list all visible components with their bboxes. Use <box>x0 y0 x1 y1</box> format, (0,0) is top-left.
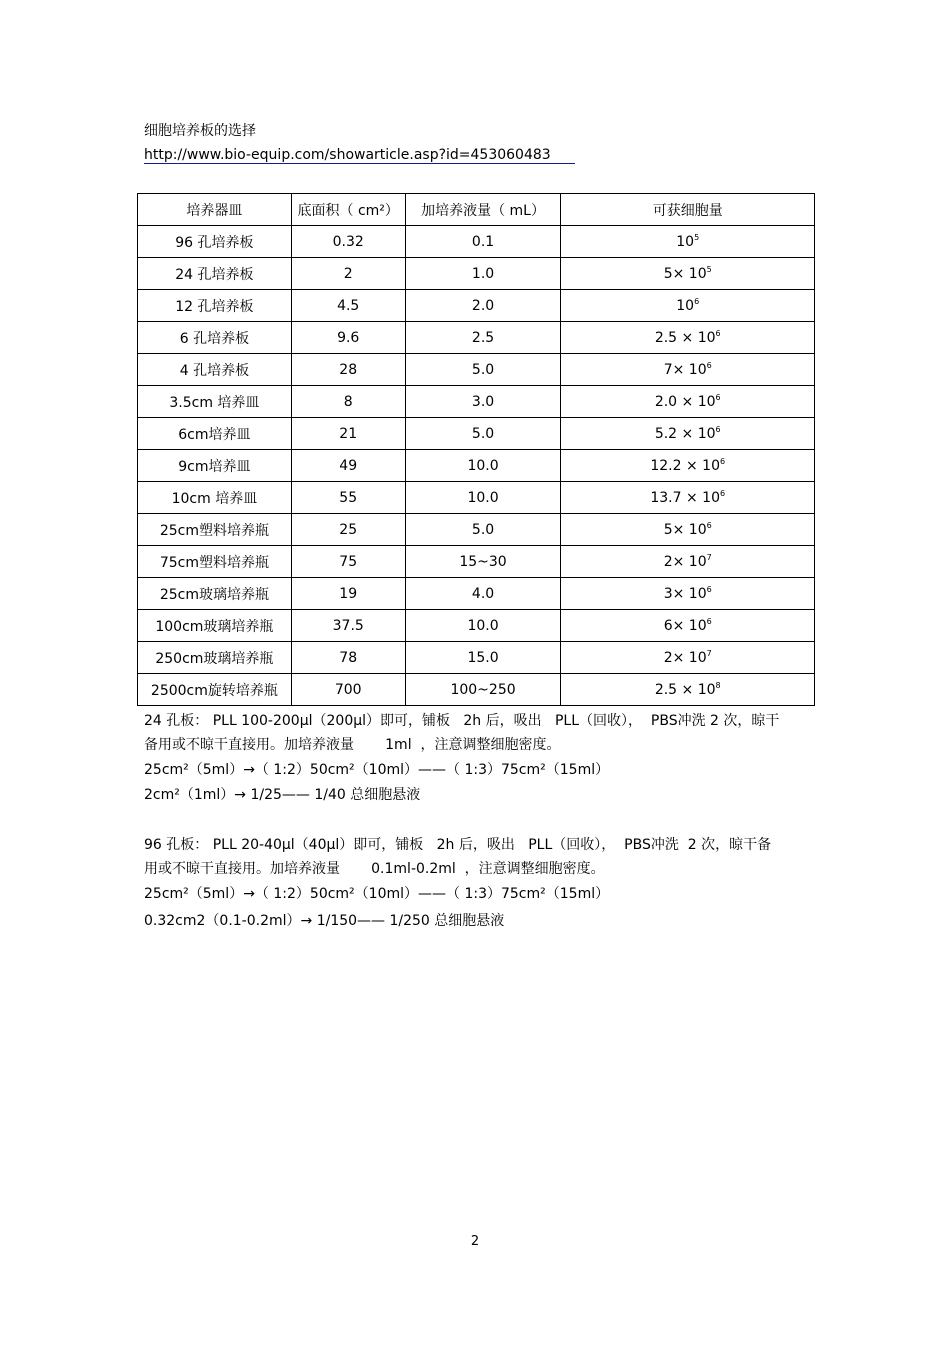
cell-cell-yield <box>561 546 815 578</box>
cell-cell-yield <box>561 290 815 322</box>
header-area: 底面积（ cm²） <box>291 194 405 226</box>
cell-area: 28 <box>291 354 405 386</box>
cell-area: 700 <box>291 674 405 706</box>
cell-cell-yield <box>561 450 815 482</box>
cell-volume: 10.0 <box>405 610 561 642</box>
note-24-well-line4: 2cm²（1ml）→ 1/25—— 1/40 总细胞悬液 <box>144 787 421 803</box>
cell-yield-base: 6× 10 <box>663 617 707 634</box>
table-header-row <box>138 194 815 226</box>
table-row <box>138 578 815 610</box>
cell-area: 78 <box>291 642 405 674</box>
cell-yield-base: 13.7 × 10 <box>650 489 720 506</box>
table-row <box>138 354 815 386</box>
cell-yield-base: 5.2 × 10 <box>654 425 716 442</box>
cell-yield-base: 2× 10 <box>663 649 707 666</box>
note-24-well-line3: 25cm²（5ml）→（ 1:2）50cm²（10ml）——（ 1:3）75cm²（15ml） <box>144 762 610 778</box>
cell-area: 21 <box>291 418 405 450</box>
cell-area: 19 <box>291 578 405 610</box>
cell-area: 37.5 <box>291 610 405 642</box>
cell-cell-yield <box>561 258 815 290</box>
cell-yield-base: 7× 10 <box>663 361 707 378</box>
cell-yield-exponent: 6 <box>715 392 721 402</box>
cell-vessel: 96 孔培养板 <box>138 226 292 258</box>
cell-vessel: 100cm玻璃培养瓶 <box>138 610 292 642</box>
cell-cell-yield <box>561 674 815 706</box>
table-row <box>138 226 815 258</box>
cell-volume: 0.1 <box>405 226 561 258</box>
cell-cell-yield <box>561 514 815 546</box>
table-row <box>138 642 815 674</box>
cell-vessel: 6cm培养皿 <box>138 418 292 450</box>
document-title: 细胞培养板的选择 <box>144 123 256 139</box>
cell-vessel: 75cm塑料培养瓶 <box>138 546 292 578</box>
cell-volume: 15.0 <box>405 642 561 674</box>
cell-vessel: 25cm玻璃培养瓶 <box>138 578 292 610</box>
table-row <box>138 290 815 322</box>
table-row <box>138 418 815 450</box>
page-number: 2 <box>470 1234 480 1249</box>
table-row <box>138 482 815 514</box>
header-volume: 加培养液量（ mL） <box>405 194 561 226</box>
cell-yield-exponent: 6 <box>706 584 712 594</box>
table-row <box>138 514 815 546</box>
cell-cell-yield <box>561 354 815 386</box>
cell-vessel: 25cm塑料培养瓶 <box>138 514 292 546</box>
cell-volume: 5.0 <box>405 354 561 386</box>
cell-yield-exponent: 7 <box>706 552 712 562</box>
table-row <box>138 610 815 642</box>
cell-area: 49 <box>291 450 405 482</box>
cell-yield-base: 2.5 × 10 <box>654 329 716 346</box>
cell-area: 0.32 <box>291 226 405 258</box>
note-24-well-line2: 备用或不晾干直接用。加培养液量 1ml ，注意调整细胞密度。 <box>144 737 561 753</box>
cell-volume: 10.0 <box>405 450 561 482</box>
cell-yield-exponent: 7 <box>706 648 712 658</box>
header-vessel: 培养器皿 <box>138 194 292 226</box>
note-96-well-line3: 25cm²（5ml）→（ 1:2）50cm²（10ml）——（ 1:3）75cm²（15ml） <box>144 886 610 902</box>
cell-cell-yield <box>561 418 815 450</box>
cell-yield-exponent: 6 <box>694 296 700 306</box>
cell-cell-yield <box>561 226 815 258</box>
cell-yield-base: 12.2 × 10 <box>650 457 720 474</box>
cell-yield-base: 3× 10 <box>663 585 707 602</box>
cell-area: 25 <box>291 514 405 546</box>
cell-cell-yield <box>561 482 815 514</box>
cell-yield-base: 5× 10 <box>663 521 707 538</box>
cell-yield-exponent: 6 <box>715 424 721 434</box>
cell-vessel: 4 孔培养板 <box>138 354 292 386</box>
cell-volume: 1.0 <box>405 258 561 290</box>
cell-yield-exponent: 5 <box>694 232 700 242</box>
cell-cell-yield <box>561 386 815 418</box>
note-96-well-line2: 用或不晾干直接用。加培养液量 0.1ml-0.2ml ，注意调整细胞密度。 <box>144 861 605 877</box>
cell-area: 8 <box>291 386 405 418</box>
cell-vessel: 2500cm旋转培养瓶 <box>138 674 292 706</box>
cell-yield-base: 2.5 × 10 <box>654 681 716 698</box>
cell-area: 55 <box>291 482 405 514</box>
cell-yield-exponent: 6 <box>706 360 712 370</box>
cell-volume: 2.5 <box>405 322 561 354</box>
table-row <box>138 386 815 418</box>
table-row <box>138 546 815 578</box>
source-link[interactable]: http://www.bio-equip.com/showarticle.asp?id=453060483 <box>144 147 575 164</box>
cell-vessel: 250cm玻璃培养瓶 <box>138 642 292 674</box>
cell-cell-yield <box>561 322 815 354</box>
cell-cell-yield <box>561 610 815 642</box>
cell-cell-yield <box>561 642 815 674</box>
cell-vessel: 6 孔培养板 <box>138 322 292 354</box>
cell-volume: 100~250 <box>405 674 561 706</box>
header-cell-yield: 可获细胞量 <box>561 194 815 226</box>
cell-yield-base: 2.0 × 10 <box>654 393 716 410</box>
cell-volume: 3.0 <box>405 386 561 418</box>
cell-volume: 15~30 <box>405 546 561 578</box>
cell-volume: 10.0 <box>405 482 561 514</box>
cell-vessel: 24 孔培养板 <box>138 258 292 290</box>
table-row <box>138 258 815 290</box>
cell-area: 75 <box>291 546 405 578</box>
cell-vessel: 10cm 培养皿 <box>138 482 292 514</box>
note-96-well-line1: 96 孔板： PLL 20-40μl（40μl）即可，铺板 2h 后，吸出 PLL（回收）， PBS冲洗 2 次，晾干备 <box>144 837 772 853</box>
cell-volume: 5.0 <box>405 514 561 546</box>
table-row <box>138 322 815 354</box>
culture-vessel-table <box>137 193 815 706</box>
cell-yield-exponent: 6 <box>706 616 712 626</box>
cell-yield-exponent: 8 <box>715 680 721 690</box>
cell-area: 9.6 <box>291 322 405 354</box>
cell-area: 4.5 <box>291 290 405 322</box>
cell-yield-exponent: 5 <box>706 264 712 274</box>
cell-area: 2 <box>291 258 405 290</box>
cell-vessel: 9cm培养皿 <box>138 450 292 482</box>
cell-yield-exponent: 6 <box>706 520 712 530</box>
cell-volume: 2.0 <box>405 290 561 322</box>
cell-yield-base: 10 <box>676 297 695 314</box>
cell-yield-exponent: 6 <box>719 488 726 498</box>
table-row <box>138 450 815 482</box>
note-24-well-line1: 24 孔板： PLL 100-200μl（200μl）即可，铺板 2h 后，吸出 PLL（回收）， PBS冲洗 2 次，晾干 <box>144 713 780 729</box>
table-row <box>138 674 815 706</box>
cell-yield-base: 10 <box>676 233 695 250</box>
cell-volume: 5.0 <box>405 418 561 450</box>
note-96-well-line4: 0.32cm2（0.1-0.2ml）→ 1/150—— 1/250 总细胞悬液 <box>144 913 505 929</box>
cell-yield-base: 2× 10 <box>663 553 707 570</box>
cell-yield-base: 5× 10 <box>663 265 707 282</box>
cell-volume: 4.0 <box>405 578 561 610</box>
cell-vessel: 3.5cm 培养皿 <box>138 386 292 418</box>
cell-yield-exponent: 6 <box>719 456 726 466</box>
cell-yield-exponent: 6 <box>715 328 721 338</box>
cell-vessel: 12 孔培养板 <box>138 290 292 322</box>
cell-cell-yield <box>561 578 815 610</box>
